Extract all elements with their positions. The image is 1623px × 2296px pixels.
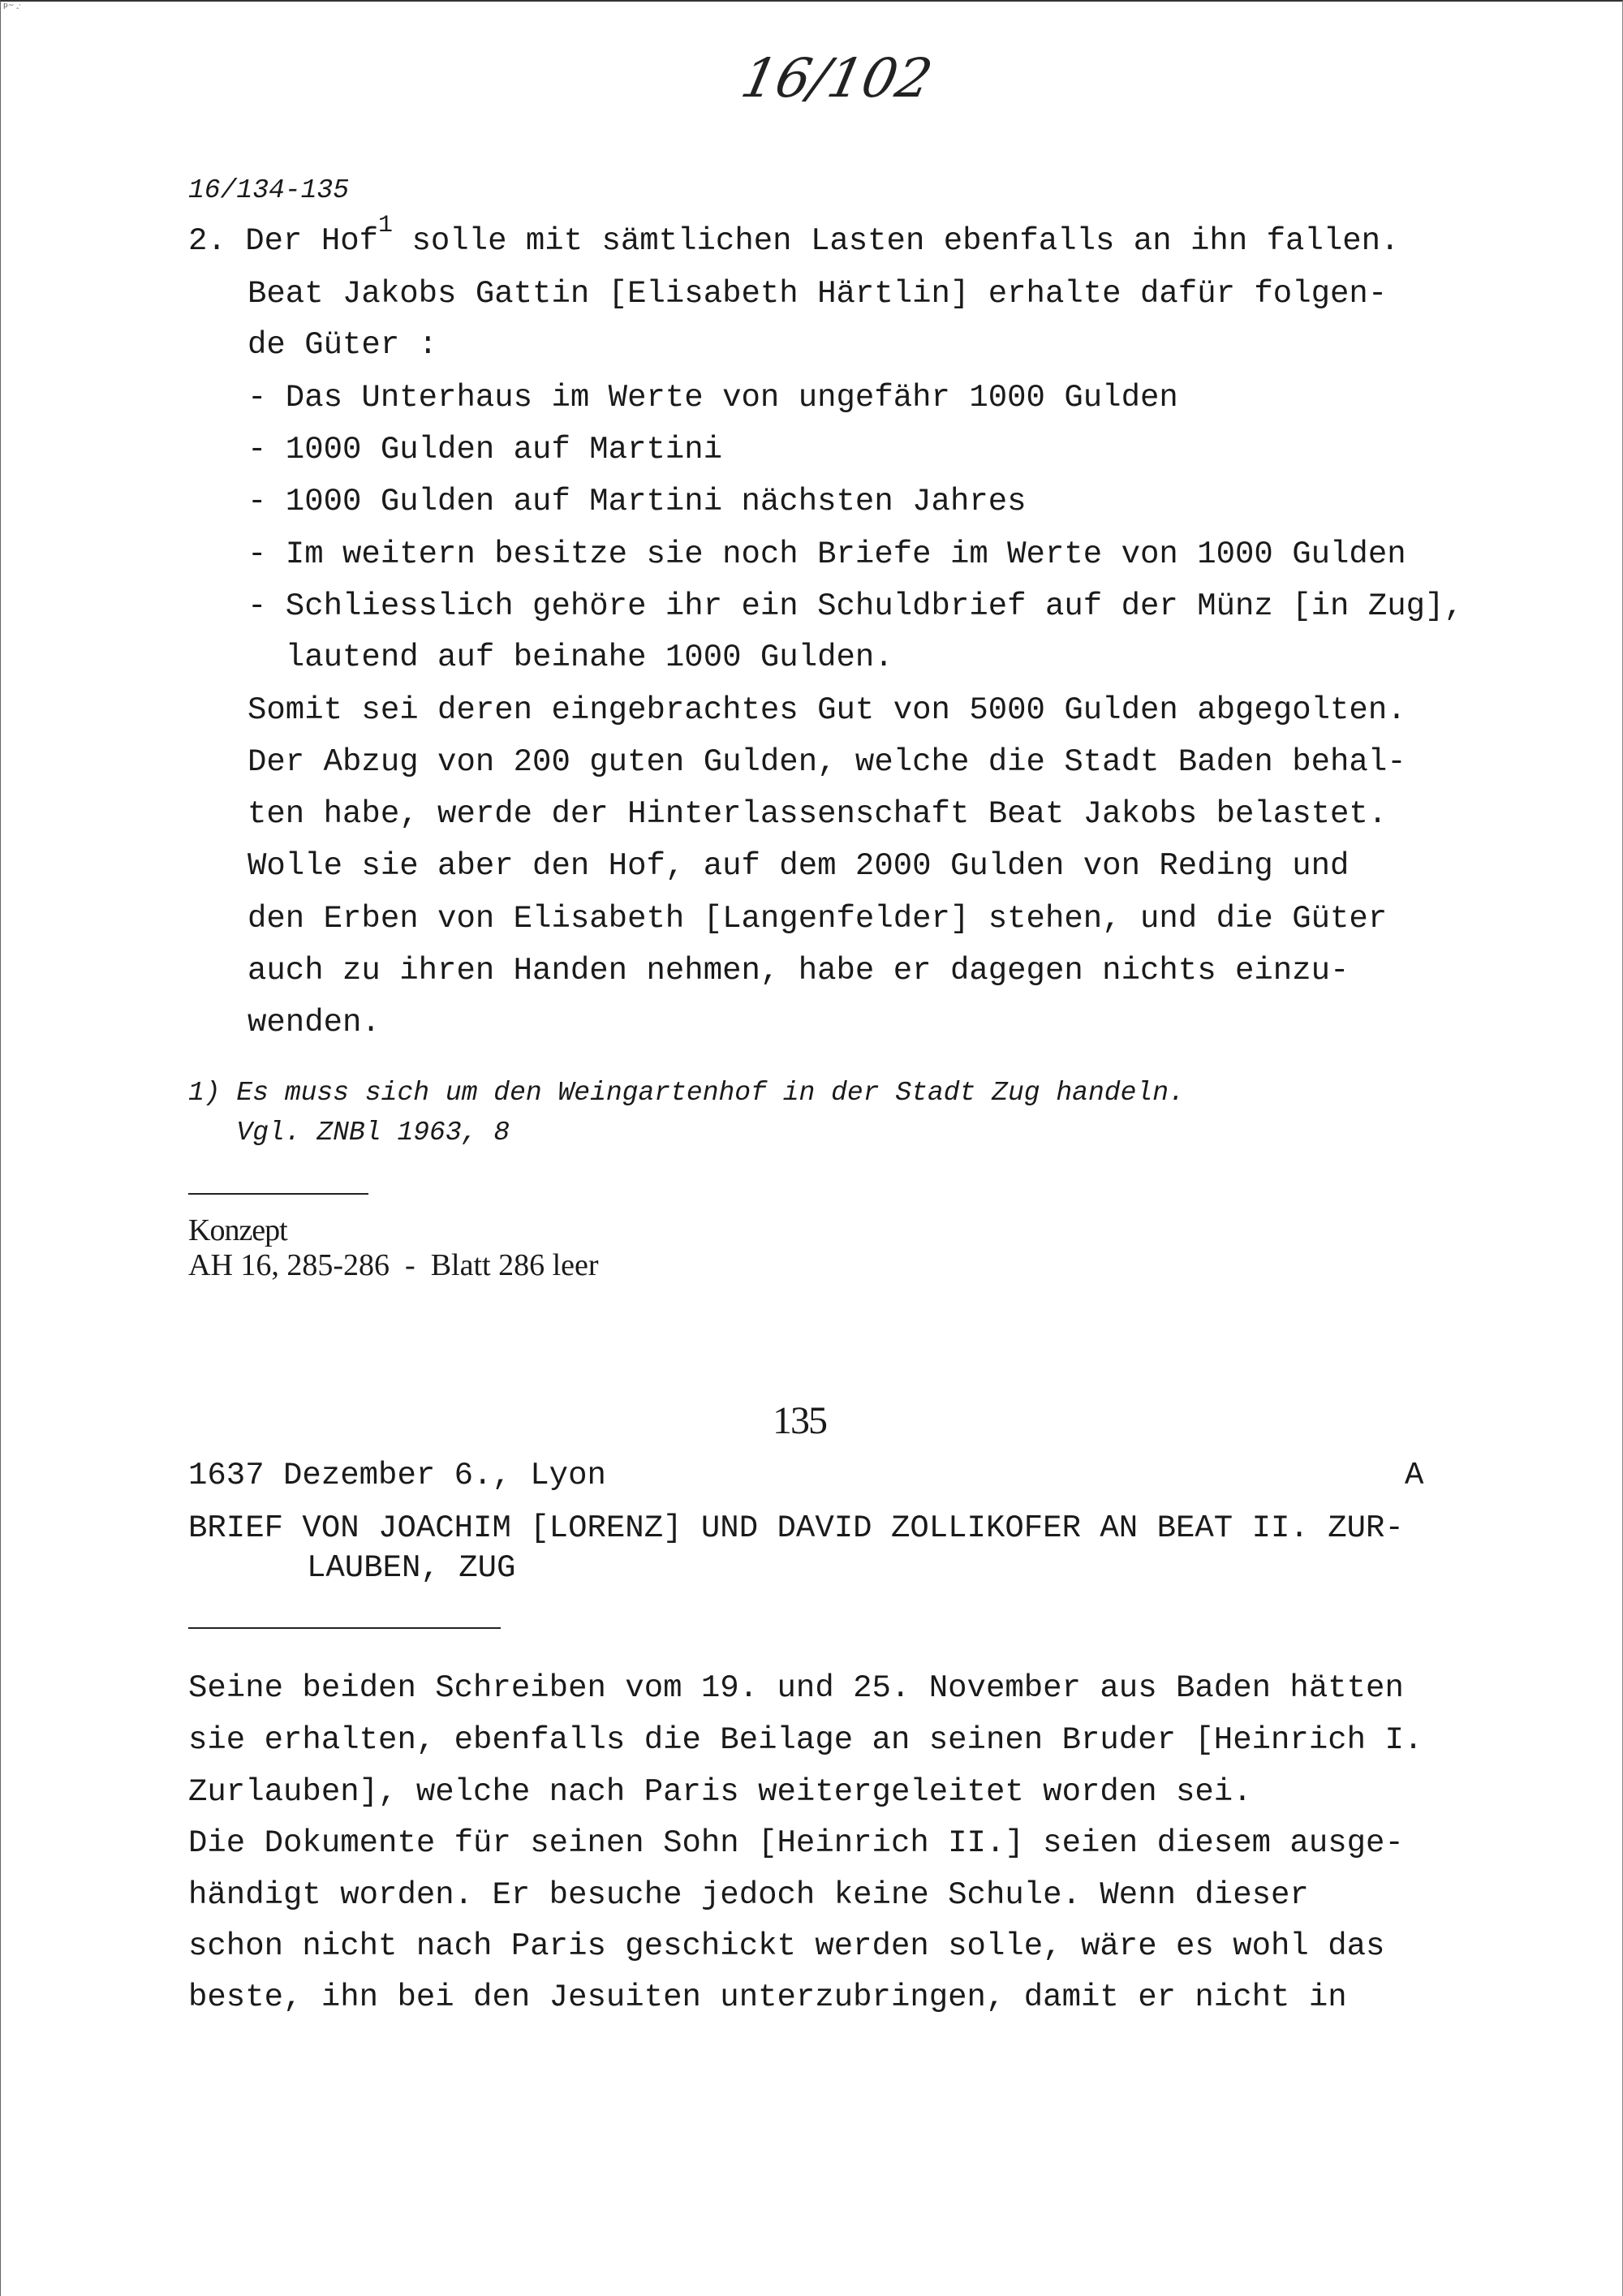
handwritten-page-number: 16/102: [735, 47, 938, 110]
paragraph-line: Der Abzug von 200 guten Gulden, welche die Stadt Baden behal-: [248, 744, 1406, 780]
list-item: - 1000 Gulden auf Martini: [248, 432, 723, 467]
item2-line2: Beat Jakobs Gattin [Elisabeth Härtlin] erhalte dafür folgen-: [248, 276, 1388, 312]
body-line: schon nicht nach Paris geschickt werden solle, wäre es wohl das: [188, 1928, 1385, 1964]
letter-title-line2: LAUBEN, ZUG: [307, 1550, 516, 1586]
item2-line1-post: solle mit sämtlichen Lasten ebenfalls an ihn fallen.: [393, 223, 1400, 259]
document-number: 135: [773, 1399, 826, 1442]
list-item-continuation: lautend auf beinahe 1000 Gulden.: [248, 640, 893, 675]
scan-mark: p~ ‸·: [3, 2, 22, 10]
paragraph-line: wenden.: [248, 1005, 381, 1040]
source-type: Konzept: [188, 1213, 287, 1247]
list-item: - Im weitern besitze sie noch Briefe im Werte von 1000 Gulden: [248, 536, 1406, 572]
footnote-line2: Vgl. ZNBl 1963, 8: [188, 1118, 510, 1148]
body-line: sie erhalten, ebenfalls die Beilage an seinen Bruder [Heinrich I.: [188, 1722, 1423, 1758]
date-place: 1637 Dezember 6., Lyon: [188, 1458, 606, 1493]
body-line: Seine beiden Schreiben vom 19. und 25. November aus Baden hätten: [188, 1670, 1404, 1706]
paragraph-line: auch zu ihren Handen nehmen, habe er dagegen nichts einzu-: [248, 953, 1350, 989]
source-reference: AH 16, 285-286 - Blatt 286 leer: [188, 1248, 599, 1282]
paragraph-line: den Erben von Elisabeth [Langenfelder] stehen, und die Güter: [248, 901, 1388, 937]
letter-code: A: [1405, 1458, 1424, 1493]
paragraph-line: Wolle sie aber den Hof, auf dem 2000 Gulden von Reding und: [248, 848, 1350, 884]
body-line: beste, ihn bei den Jesuiten unterzubringen, damit er nicht in: [188, 1979, 1347, 2015]
divider-title: [188, 1627, 501, 1629]
list-item: - Das Unterhaus im Werte von ungefähr 1000 Gulden: [248, 380, 1178, 416]
footnote-marker: 1: [378, 212, 394, 239]
item2-line1-pre: 2. Der Hof: [188, 223, 379, 259]
letter-title-line1: BRIEF VON JOACHIM [LORENZ] UND DAVID ZOLLIKOFER AN BEAT II. ZUR-: [188, 1510, 1404, 1546]
paragraph-line: Somit sei deren eingebrachtes Gut von 5000 Gulden abgegolten.: [248, 692, 1406, 728]
item2-line3: de Güter :: [248, 327, 438, 363]
section-reference: 16/134-135: [188, 175, 350, 205]
footnote-line1: 1) Es muss sich um den Weingartenhof in der Stadt Zug handeln.: [188, 1078, 1185, 1108]
divider-short: [188, 1193, 368, 1195]
list-item: - 1000 Gulden auf Martini nächsten Jahres: [248, 484, 1027, 519]
paragraph-line: ten habe, werde der Hinterlassenschaft Beat Jakobs belastet.: [248, 796, 1388, 832]
item2-line1: [188, 212, 1400, 259]
list-item: - Schliesslich gehöre ihr ein Schuldbrief auf der Münz [in Zug],: [248, 588, 1463, 624]
body-line: Die Dokumente für seinen Sohn [Heinrich II.] seien diesem ausge-: [188, 1825, 1404, 1861]
body-line: Zurlauben], welche nach Paris weitergeleitet worden sei.: [188, 1774, 1252, 1810]
body-line: händigt worden. Er besuche jedoch keine Schule. Wenn dieser: [188, 1877, 1309, 1913]
